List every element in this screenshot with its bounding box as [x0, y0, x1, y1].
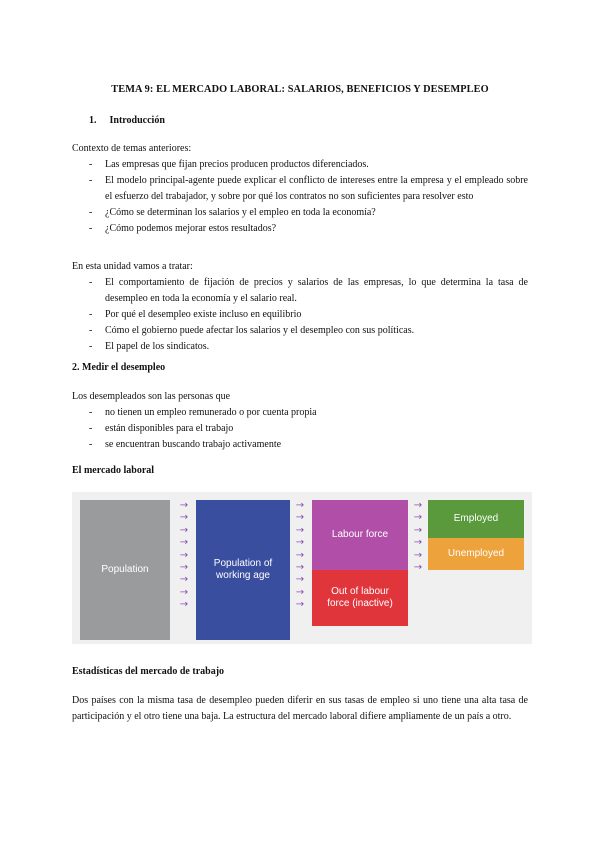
stats-heading: Estadísticas del mercado de trabajo [72, 666, 225, 677]
labour-market-diagram [72, 492, 532, 644]
measure-lead: Los desempleados son las personas que [72, 391, 231, 402]
arrow-icon: → [179, 549, 189, 561]
arrows-column-1 [176, 500, 192, 612]
arrow-icon: → [295, 500, 305, 511]
list-item: - se encuentran buscando trabajo activamente [72, 437, 528, 453]
arrow-icon: → [179, 537, 189, 549]
context-list [72, 157, 528, 237]
arrow-icon: → [295, 524, 305, 536]
employed-box [428, 500, 524, 538]
arrow-icon: → [179, 599, 189, 611]
market-heading: El mercado laboral [72, 465, 155, 476]
arrow-icon: → [179, 512, 189, 524]
working-age-label: Population of working age [213, 558, 273, 581]
arrows-column-2 [292, 500, 308, 612]
stats-paragraph: Dos países con la misma tasa de desempleo pueden diferir en sus tasas de empleo si uno tiene una alta tasa de participación y el otro tiene una baja. La estructura del mercado laboral difiere ampliamente de un país a otro. [72, 695, 528, 722]
arrow-icon: → [295, 599, 305, 611]
arrow-icon: → [179, 574, 189, 586]
arrow-icon: → [295, 586, 305, 598]
arrow-icon: → [295, 512, 305, 524]
labour-force-box [312, 500, 408, 570]
arrow-icon: → [295, 561, 305, 573]
labour-force-label: Labour force [331, 529, 389, 540]
measure-list [72, 405, 528, 453]
out-of-labour-box [312, 570, 408, 626]
list-item: - El papel de los sindicatos. [72, 339, 528, 355]
arrow-icon: → [295, 574, 305, 586]
unemployed-label: Unemployed [447, 548, 505, 559]
context-label: Contexto de temas anteriores: [72, 143, 192, 154]
section-1-number: 1. [89, 115, 97, 126]
list-item: - ¿Cómo se determinan los salarios y el empleo en toda la economía? [72, 205, 528, 221]
working-age-box [196, 500, 290, 640]
list-item: - El modelo principal-agente puede explicar el conflicto de intereses entre la empresa y el empleado sobre el esfuerzo del trabajador, y sobre por qué los contratos no son suficientes para resolver esto [72, 173, 528, 205]
arrow-icon: → [413, 537, 423, 549]
section-1-title: Introducción [109, 115, 165, 126]
population-label: Population [101, 564, 149, 575]
list-item: - están disponibles para el trabajo [72, 421, 528, 437]
arrow-icon: → [413, 500, 423, 511]
arrow-icon: → [179, 586, 189, 598]
list-item: - Las empresas que fijan precios producen productos diferenciados. [72, 157, 528, 173]
page-title: TEMA 9: EL MERCADO LABORAL: SALARIOS, BENEFICIOS Y DESEMPLEO [111, 84, 489, 95]
plan-label: En esta unidad vamos a tratar: [72, 261, 193, 272]
arrow-icon: → [179, 500, 189, 511]
employed-label: Employed [453, 513, 499, 524]
list-item: - Cómo el gobierno puede afectar los salarios y el desempleo con sus políticas. [72, 323, 528, 339]
section-1-heading [89, 115, 165, 126]
list-item: - El comportamiento de fijación de precios y salarios de las empresas, lo que determina la tasa de desempleo en toda la economía y el salario real. [72, 275, 528, 307]
unemployed-box [428, 538, 524, 570]
arrows-column-3 [410, 500, 426, 574]
arrow-icon: → [413, 524, 423, 536]
arrow-icon: → [295, 549, 305, 561]
arrow-icon: → [179, 524, 189, 536]
population-box [80, 500, 170, 640]
arrow-icon: → [413, 561, 423, 573]
out-of-labour-label: Out of labour force (inactive) [327, 586, 393, 609]
arrow-icon: → [413, 549, 423, 561]
arrow-icon: → [413, 512, 423, 524]
list-item: - no tienen un empleo remunerado o por cuenta propia [72, 405, 528, 421]
section-2-heading: 2. Medir el desempleo [72, 362, 166, 373]
list-item: - Por qué el desempleo existe incluso en equilibrio [72, 307, 528, 323]
plan-list [72, 275, 528, 355]
list-item: - ¿Cómo podemos mejorar estos resultados? [72, 221, 528, 237]
arrow-icon: → [295, 537, 305, 549]
arrow-icon: → [179, 561, 189, 573]
